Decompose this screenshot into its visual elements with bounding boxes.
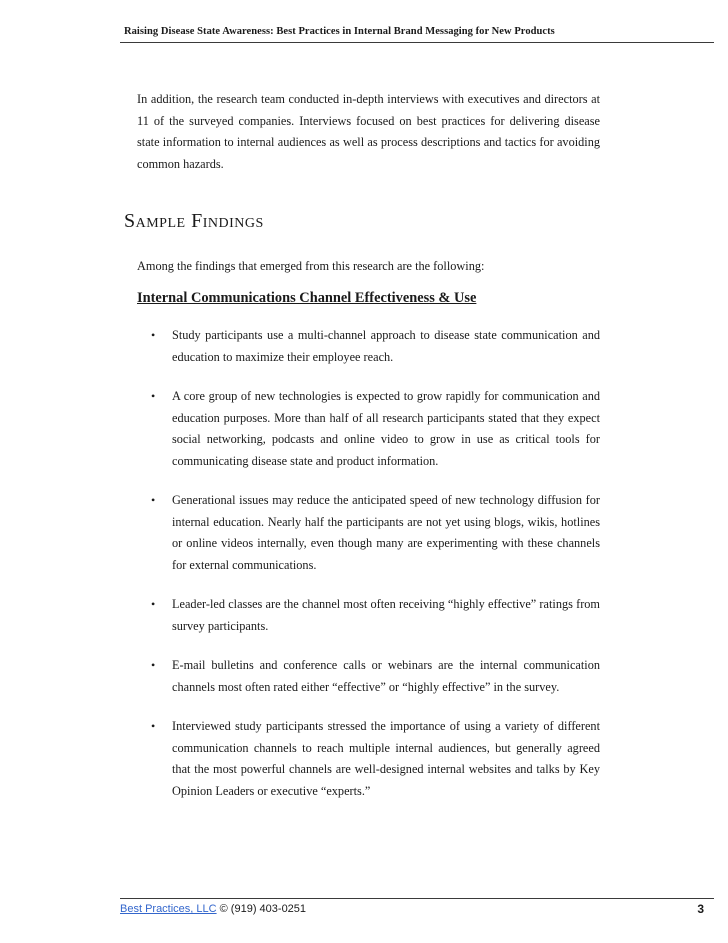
list-item-text: Study participants use a multi-channel approach to disease state communication and education to maximize their employee reach. xyxy=(172,328,600,364)
bullet-icon: • xyxy=(151,389,156,403)
bullet-icon: • xyxy=(151,493,156,507)
findings-lead: Among the findings that emerged from this research are the following: xyxy=(137,259,485,273)
list-item xyxy=(137,325,600,368)
list-item xyxy=(137,386,600,472)
list-item xyxy=(137,716,600,802)
bullet-icon: • xyxy=(151,658,156,672)
footer-divider xyxy=(120,898,714,899)
running-header: Raising Disease State Awareness: Best Practices in Internal Brand Messaging for New Products xyxy=(124,26,555,37)
list-item-text: A core group of new technologies is expected to grow rapidly for communication and education purposes. More than half of all research participants stated that they expect social networking, podcasts and online video to grow in use as critical tools for communicating disease state and product information. xyxy=(172,389,600,468)
company-link[interactable]: Best Practices, LLC xyxy=(120,903,217,915)
bullet-icon: • xyxy=(151,719,156,733)
intro-paragraph: In addition, the research team conducted in-depth interviews with executives and directors at 11 of the surveyed companies. Interviews focused on best practices for delivering disease state information to internal audiences as well as process descriptions and tactics for avoiding common hazards. xyxy=(137,92,600,171)
list-item xyxy=(137,655,600,698)
bullet-icon: • xyxy=(151,328,156,342)
page-number: 3 xyxy=(697,902,704,916)
list-item-text: E-mail bulletins and conference calls or webinars are the internal communication channels most often rated either “effective” or “highly effective” in the survey. xyxy=(172,658,600,694)
list-item-text: Leader-led classes are the channel most often receiving “highly effective” ratings from survey participants. xyxy=(172,597,600,633)
footer-contact: © (919) 403-0251 xyxy=(216,903,307,915)
list-item xyxy=(137,490,600,576)
list-item-text: Generational issues may reduce the anticipated speed of new technology diffusion for internal education. Nearly half the participants are not yet using blogs, wikis, hotlines or online videos internally, even though many are experimenting with these channels for external communications. xyxy=(172,493,600,572)
header-divider xyxy=(120,42,714,43)
subheading-channel-effectiveness: Internal Communications Channel Effectiveness & Use xyxy=(137,290,477,306)
bullet-icon: • xyxy=(151,597,156,611)
footer xyxy=(120,903,306,915)
section-title: Sample Findings xyxy=(124,210,264,232)
list-item xyxy=(137,594,600,637)
list-item-text: Interviewed study participants stressed the importance of using a variety of different communication channels to reach multiple internal audiences, but generally agreed that the most powerful channels are well-designed internal websites and talks by Key Opinion Leaders or executive “experts.” xyxy=(172,719,600,798)
findings-list xyxy=(137,325,600,820)
